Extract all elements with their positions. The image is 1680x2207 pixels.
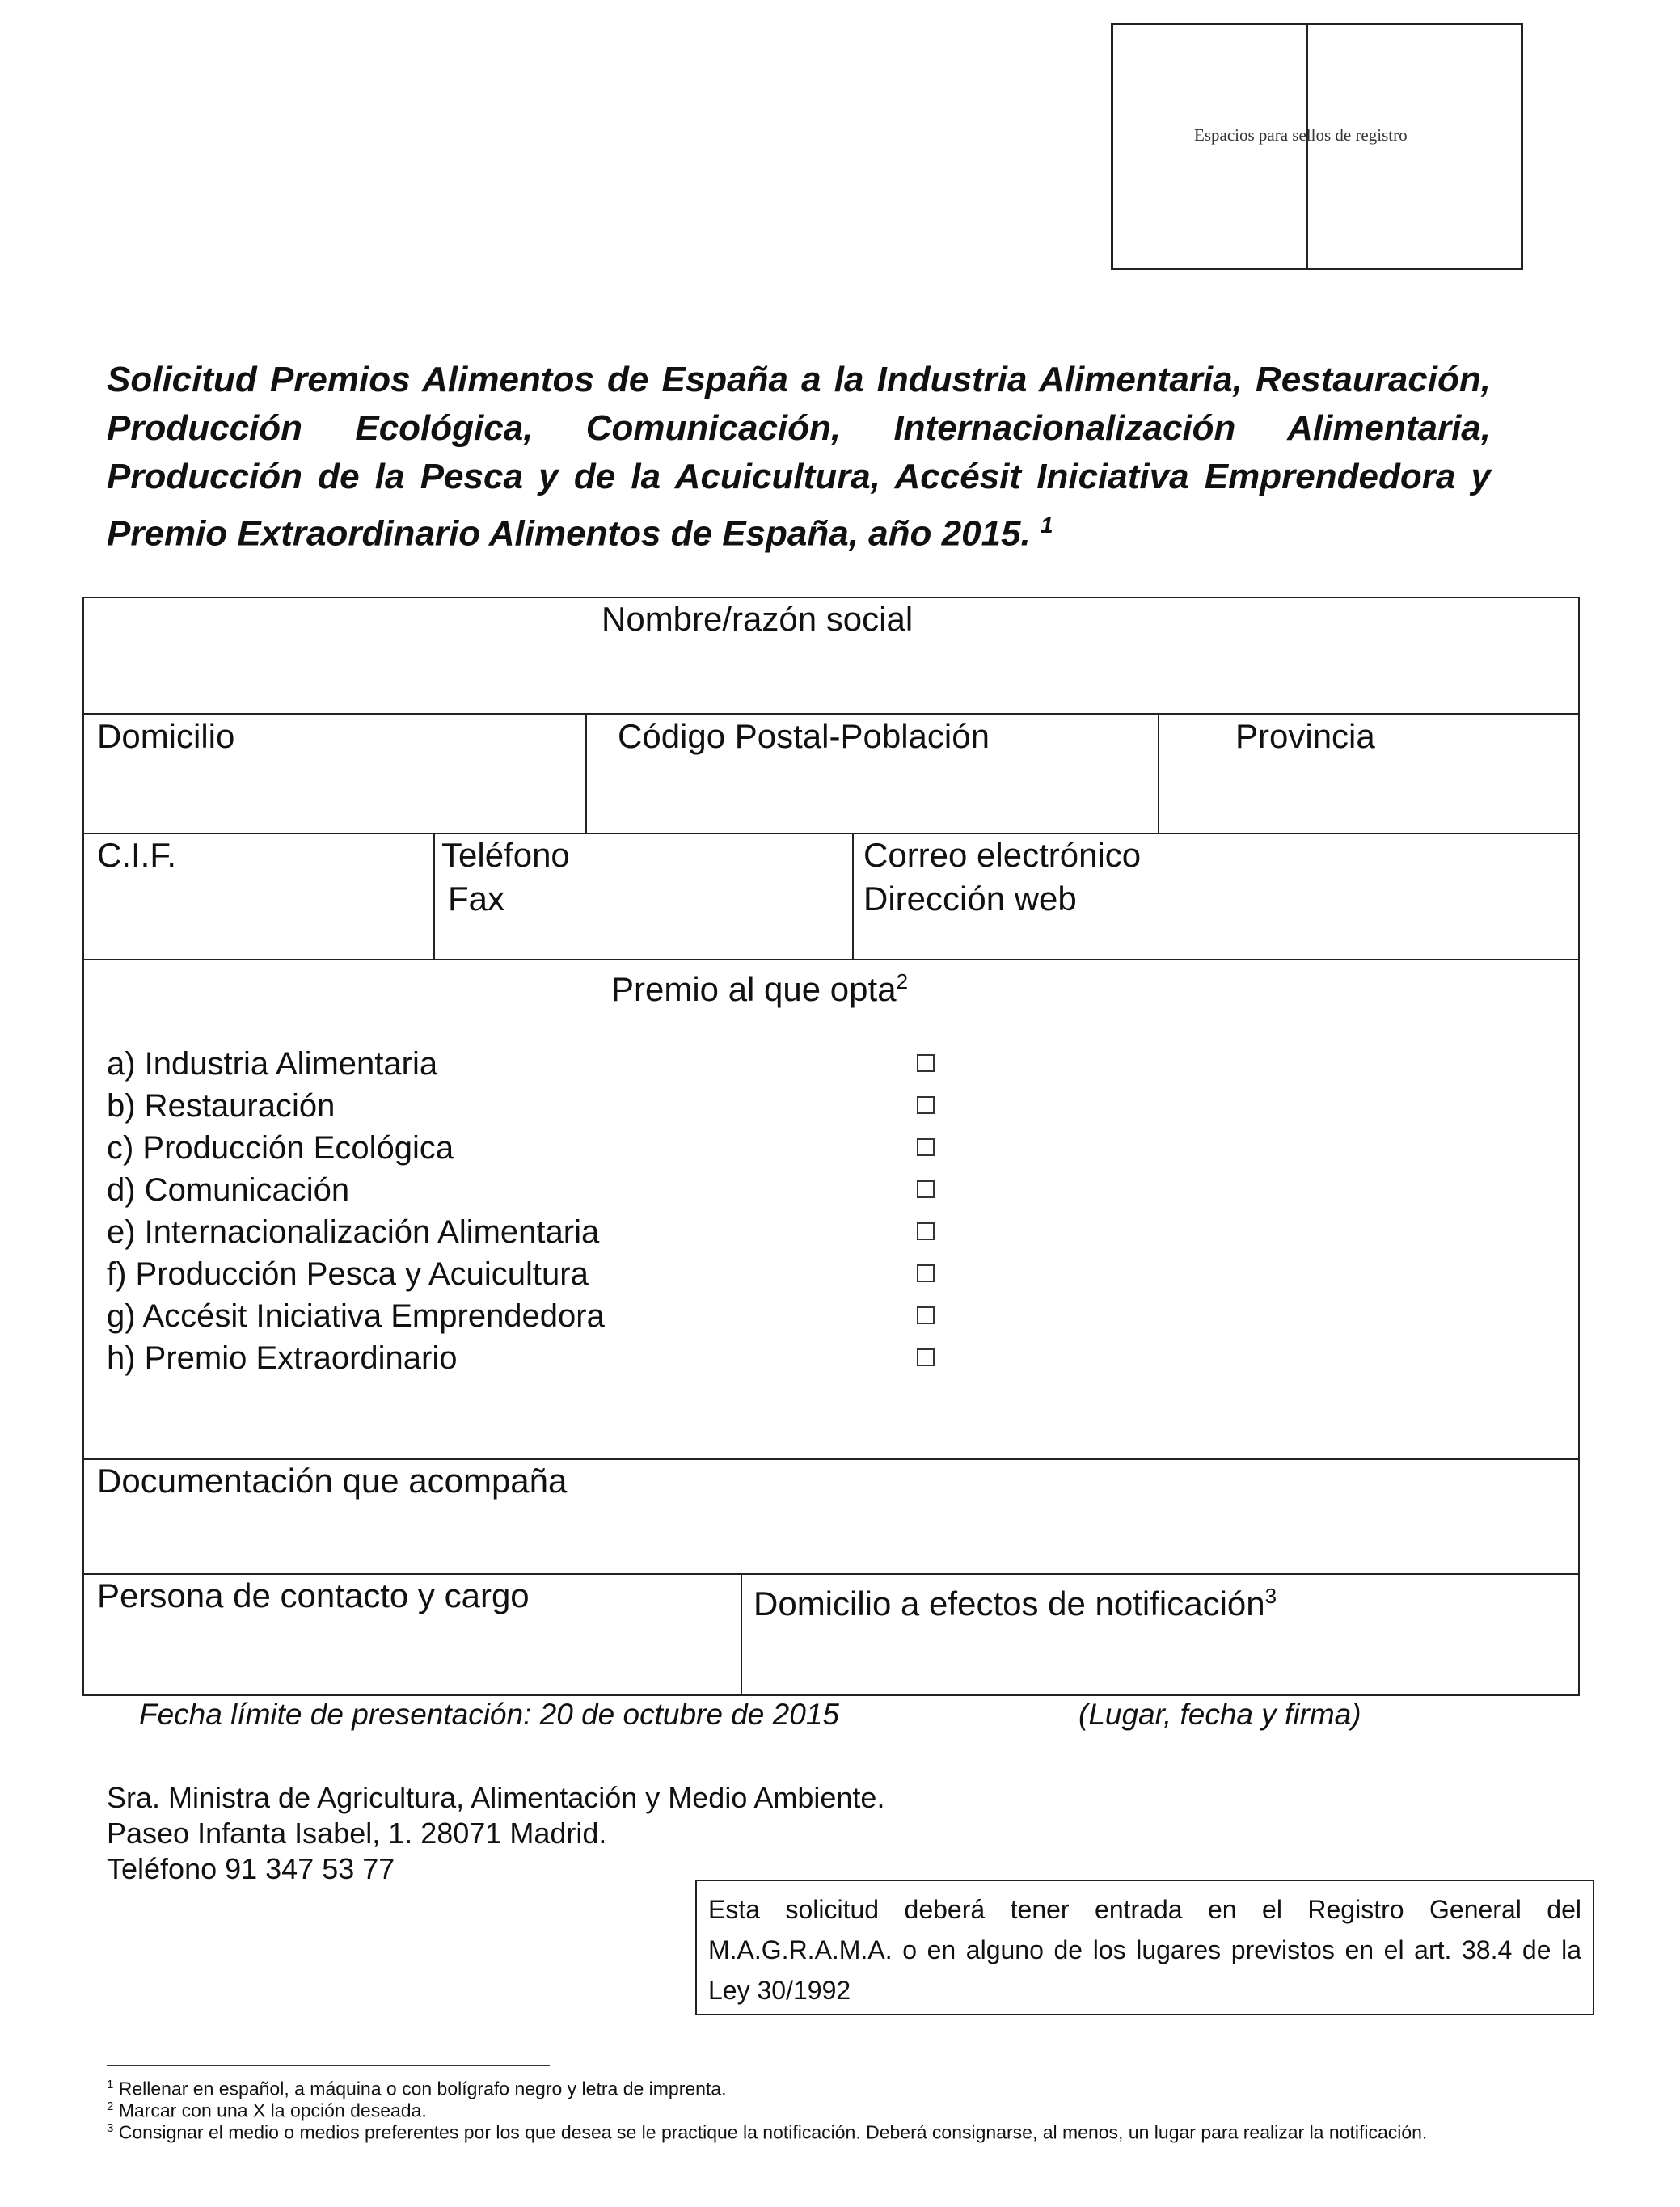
award-option bbox=[107, 1127, 996, 1169]
registry-stamp-box bbox=[1111, 23, 1523, 270]
form-title bbox=[107, 356, 1491, 559]
award-option-label: g) Accésit Iniciativa Emprendedora bbox=[107, 1298, 605, 1334]
footnote-number: 1 bbox=[107, 2078, 114, 2091]
award-option bbox=[107, 1169, 996, 1211]
domicilio-notificacion-text: Domicilio a efectos de notificación bbox=[753, 1585, 1265, 1623]
footnote-text: Marcar con una X la opción deseada. bbox=[118, 2099, 427, 2121]
award-option-label: d) Comunicación bbox=[107, 1172, 350, 1208]
notice-line-2: M.A.G.R.A.M.A. o en alguno de los lugares previstos en el art. 38.4 de la bbox=[708, 1935, 1581, 1964]
domicilio-notificacion-label bbox=[753, 1575, 1277, 1625]
col-divider bbox=[852, 833, 854, 959]
form-title-text: Solicitud Premios Alimentos de España a la Industria Alimentaria, Restauración, Producción Ecológica, Comunicación, Internacionalización Alimentaria, Producción de la Pesca y de la Acuicultura, Accésit Iniciativa Emprendedora y Premio Extraordinario Alimentos de España, año 2015. bbox=[107, 360, 1491, 554]
footnote-3 bbox=[107, 2117, 1530, 2144]
address-line-1: Sra. Ministra de Agricultura, Alimentación y Medio Ambiente. bbox=[107, 1781, 885, 1814]
award-option-label: c) Producción Ecológica bbox=[107, 1130, 454, 1166]
place-date-signature: (Lugar, fecha y firma) bbox=[1078, 1698, 1361, 1731]
footnote-rule bbox=[107, 2065, 550, 2066]
premio-heading bbox=[611, 960, 908, 1011]
provincia-label: Provincia bbox=[1235, 717, 1375, 755]
web-label: Dirección web bbox=[863, 880, 1077, 918]
award-option bbox=[107, 1085, 996, 1127]
correo-label: Correo electrónico bbox=[863, 836, 1142, 874]
row-divider bbox=[84, 833, 1578, 834]
award-option bbox=[107, 1043, 996, 1085]
application-form bbox=[82, 597, 1580, 1696]
footnote-number: 2 bbox=[107, 2099, 114, 2113]
stamp-label: Espacios para sellos de registro bbox=[1194, 125, 1408, 145]
award-option-checkbox[interactable] bbox=[917, 1348, 935, 1366]
footnote-ref-3: 3 bbox=[1264, 1584, 1277, 1608]
award-option-label: h) Premio Extraordinario bbox=[107, 1340, 458, 1376]
address-line-2: Paseo Infanta Isabel, 1. 28071 Madrid. bbox=[107, 1817, 607, 1850]
award-option-label: e) Internacionalización Alimentaria bbox=[107, 1214, 600, 1250]
persona-contacto-label: Persona de contacto y cargo bbox=[97, 1576, 530, 1614]
award-option-checkbox[interactable] bbox=[917, 1054, 935, 1072]
col-divider bbox=[585, 713, 587, 833]
notice-line-1: Esta solicitud deberá tener entrada en el Registro General del bbox=[708, 1895, 1581, 1924]
col-divider bbox=[433, 833, 435, 959]
award-option-label: a) Industria Alimentaria bbox=[107, 1046, 438, 1082]
award-option-checkbox[interactable] bbox=[917, 1180, 935, 1198]
col-divider bbox=[741, 1573, 742, 1696]
award-option-label: f) Producción Pesca y Acuicultura bbox=[107, 1256, 589, 1292]
documentacion-label: Documentación que acompaña bbox=[97, 1462, 568, 1500]
col-divider bbox=[1158, 713, 1159, 833]
award-option bbox=[107, 1253, 996, 1295]
notice-line-3: Ley 30/1992 bbox=[708, 1976, 851, 2005]
nombre-label: Nombre/razón social bbox=[602, 600, 914, 638]
award-option-checkbox[interactable] bbox=[917, 1264, 935, 1282]
premio-heading-text: Premio al que opta bbox=[611, 970, 897, 1008]
domicilio-label: Domicilio bbox=[97, 717, 235, 755]
footnote-text: Consignar el medio o medios preferentes por los que desea se le practique la notificación. Deberá consignarse, al menos, un lugar para realizar la notificación. bbox=[118, 2121, 1428, 2143]
address-line-3: Teléfono 91 347 53 77 bbox=[107, 1852, 395, 1885]
award-option-checkbox[interactable] bbox=[917, 1138, 935, 1156]
stamp-divider bbox=[1306, 25, 1308, 268]
codigo-postal-label: Código Postal-Población bbox=[618, 717, 990, 755]
award-option-label: b) Restauración bbox=[107, 1088, 336, 1124]
award-option-checkbox[interactable] bbox=[917, 1306, 935, 1324]
award-option bbox=[107, 1211, 996, 1253]
award-option bbox=[107, 1337, 996, 1379]
footnote-ref-1: 1 bbox=[1040, 513, 1053, 538]
deadline-text: Fecha límite de presentación: 20 de octubre de 2015 bbox=[139, 1698, 839, 1731]
fax-label: Fax bbox=[448, 880, 505, 918]
cif-label: C.I.F. bbox=[97, 836, 177, 874]
footnote-number: 3 bbox=[107, 2121, 114, 2135]
registry-notice-box bbox=[695, 1880, 1594, 2015]
row-divider bbox=[84, 713, 1578, 715]
award-option-checkbox[interactable] bbox=[917, 1222, 935, 1240]
telefono-label: Teléfono bbox=[441, 836, 570, 874]
award-option-checkbox[interactable] bbox=[917, 1096, 935, 1114]
footnote-text: Rellenar en español, a máquina o con bolígrafo negro y letra de imprenta. bbox=[118, 2078, 727, 2099]
award-option bbox=[107, 1295, 996, 1337]
footnote-ref-2: 2 bbox=[896, 969, 909, 994]
